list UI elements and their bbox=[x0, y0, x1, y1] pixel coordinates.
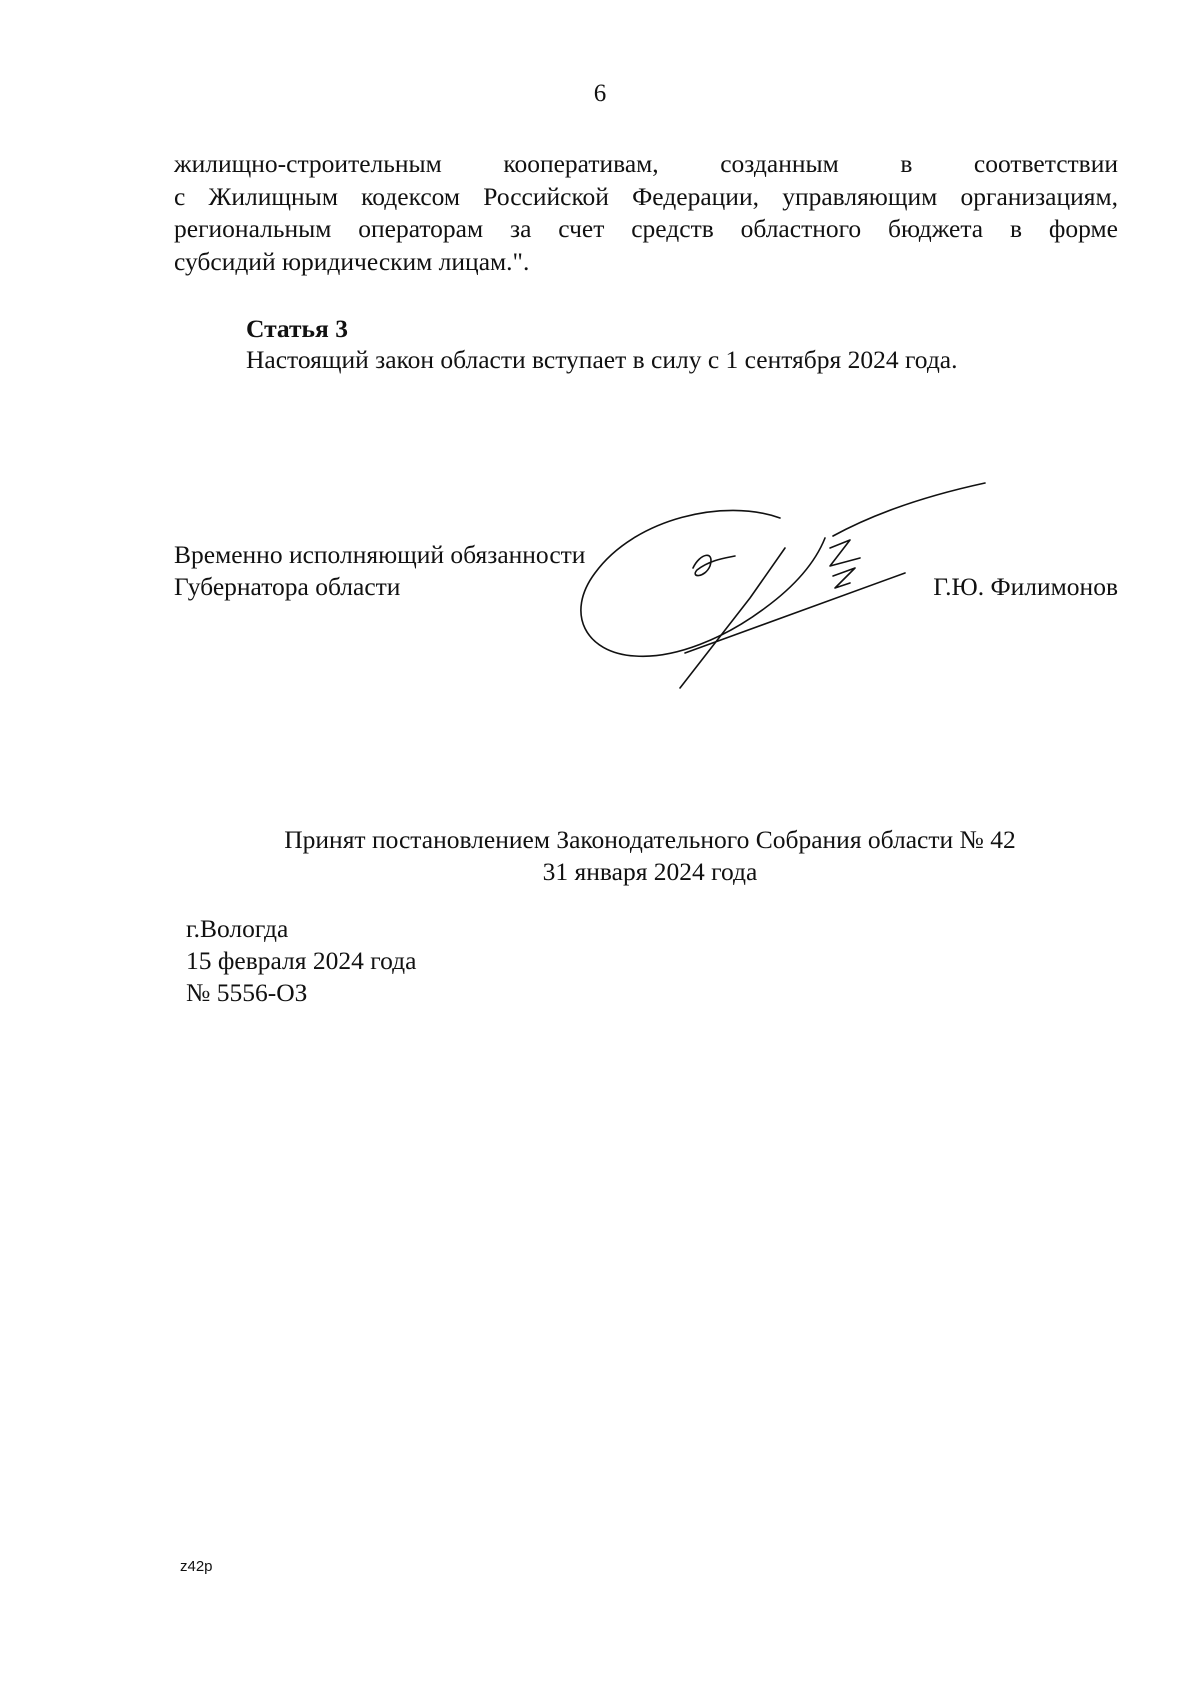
body-line-1: жилищно-строительным кооперативам, созданным в соответствии bbox=[174, 149, 1118, 178]
signer-title-line-1: Временно исполняющий обязанности bbox=[174, 540, 586, 569]
page-number: 6 bbox=[593, 80, 607, 107]
adoption-note bbox=[0, 824, 1200, 888]
body-line-4: субсидий юридическим лицам.". bbox=[174, 246, 530, 276]
place-date-number bbox=[186, 913, 416, 1009]
article-heading: Статья 3 bbox=[246, 314, 348, 343]
signing-date: 15 февраля 2024 года bbox=[186, 946, 417, 975]
adoption-line-1: Принят постановлением Законодательного Собрания области № 42 bbox=[284, 825, 1016, 854]
body-line-2: с Жилищным кодексом Российской Федерации, управляющим организациям, bbox=[174, 181, 1118, 211]
body-line-3: региональным операторам за счет средств областного бюджета в форме bbox=[174, 214, 1118, 243]
handwritten-signature bbox=[575, 478, 995, 693]
article-text: Настоящий закон области вступает в силу с 1 сентября 2024 года. bbox=[246, 345, 958, 374]
adoption-line-2: 31 января 2024 года bbox=[542, 857, 758, 886]
footer-code: z42p bbox=[180, 1558, 213, 1575]
law-number: № 5556-ОЗ bbox=[186, 978, 308, 1007]
body-paragraph bbox=[174, 148, 1118, 278]
signer-title-line-2: Губернатора области bbox=[174, 572, 401, 601]
signer-name: Г.Ю. Филимонов bbox=[933, 572, 1118, 601]
signer-title bbox=[174, 539, 585, 603]
city: г.Вологда bbox=[186, 914, 289, 943]
